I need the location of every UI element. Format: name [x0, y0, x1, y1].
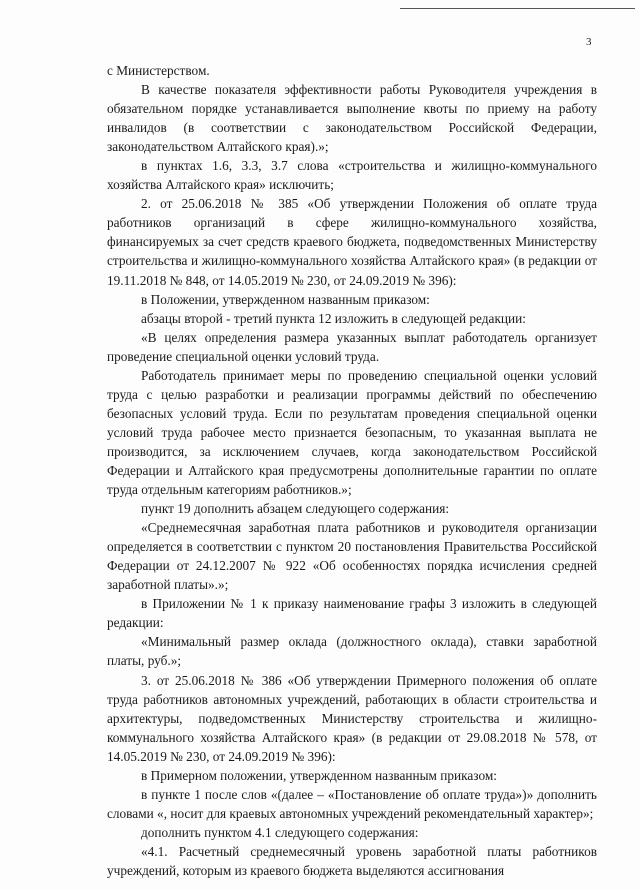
page-number: 3 [586, 36, 592, 48]
paragraph: «В целях определения размера указанных выплат работодатель организует проведение специальной оценки условий труда. [107, 329, 597, 364]
paragraph: «Среднемесячная заработная плата работников и руководителя организации определяется в соответствии с пунктом 20 постановления Правительства Российской Федерации от 24.12.2007 № 922 «Об особенностях порядка исчисления средней заработной платы».»; [107, 520, 597, 593]
paragraph: Работодатель принимает меры по проведению специальной оценки условий труда с целью разработки и реализации программы действий по обеспечению безопасных условий труда. Если по результатам проведения специальной оценки условий труда рабочее место признается безопасным, то указанная выплата не производится, за исключением случаев, когда законодательством Российской Федерации и Алтайского края предусмотрены дополнительные гарантии по оплате труда отдельным категориям работников.»; [107, 367, 597, 498]
paragraph: в пункте 1 после слов «(далее – «Постановление об оплате труда»)» дополнить словами «, носит для краевых автономных учреждений рекомендательный характер»; [107, 786, 597, 821]
paragraph: в Приложении № 1 к приказу наименование графы 3 изложить в следующей редакции: [107, 596, 597, 631]
paragraph: абзацы второй - третий пункта 12 изложить в следующей редакции: [141, 310, 526, 326]
paragraph: 3. от 25.06.2018 № 386 «Об утверждении Примерного положения об оплате труда работников автономных учреждений, работающих в области строительства и архитектуры, подведомственных Министерству строительства и жилищно-коммунального хозяйства Алтайского края» (в редакции от 29.08.2018 № 578, от 14.05.2019 № 230, от 24.09.2019 № 396): [107, 672, 597, 764]
paragraph: пункт 19 дополнить абзацем следующего содержания: [141, 501, 450, 517]
paragraph: дополнить пунктом 4.1 следующего содержания: [141, 824, 419, 840]
document-body [107, 61, 597, 880]
paragraph: с Министерством. [107, 63, 210, 78]
header-rule [400, 8, 635, 9]
paragraph: 2. от 25.06.2018 № 385 «Об утверждении Положения об оплате труда работников организаций в сфере жилищно-коммунального хозяйства, финансируемых за счет средств краевого бюджета, подведомственных Министерству строительства и жилищно-коммунального хозяйства Алтайского края» (в редакции от 19.11.2018 № 848, от 14.05.2019 № 230, от 24.09.2019 № 396): [107, 196, 597, 288]
paragraph: В качестве показателя эффективности работы Руководителя учреждения в обязательном порядке устанавливается выполнение квоты по приему на работу инвалидов (в соответствии с законодательством Российской Федерации, законодательством Алтайского края).»; [107, 82, 597, 155]
paragraph: в Положении, утвержденном названным приказом: [141, 291, 430, 307]
paragraph: в пунктах 1.6, 3.3, 3.7 слова «строительства и жилищно-коммунального хозяйства Алтайского края» исключить; [107, 158, 597, 193]
paragraph: в Примерном положении, утвержденном названным приказом: [141, 767, 497, 783]
paragraph: «Минимальный размер оклада (должностного оклада), ставки заработной платы, руб.»; [107, 634, 597, 669]
paragraph: «4.1. Расчетный среднемесячный уровень заработной платы работников учреждений, которым из краевого бюджета выделяются ассигнования [107, 843, 597, 878]
